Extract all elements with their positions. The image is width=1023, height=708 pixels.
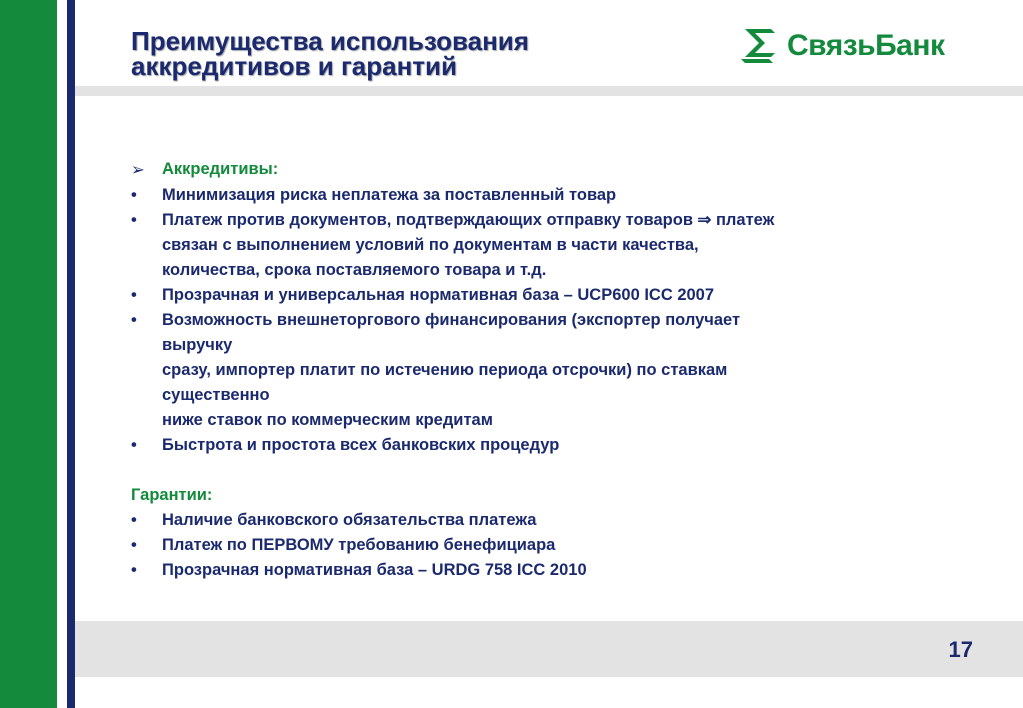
svyazbank-logo-icon xyxy=(741,25,779,67)
list-item-continuation: выручку xyxy=(162,336,233,354)
bullet-icon: • xyxy=(131,286,137,304)
list-item: • Платеж против документов, подтверждающих отправку товаров ⇒ платеж xyxy=(131,208,991,233)
list-item-continuation: ниже ставок по коммерческим кредитам xyxy=(162,411,493,429)
left-navy-stripe xyxy=(67,0,75,708)
list-item: • Возможность внешнеторгового финансирования (экспортер получает xyxy=(131,308,991,333)
arrow-bullet-icon: ➢ xyxy=(131,160,145,179)
spacer xyxy=(131,458,991,483)
left-green-stripe xyxy=(0,0,57,708)
slide-title-line-2: аккредитивов и гарантий xyxy=(131,51,458,81)
bullet-icon: • xyxy=(131,561,137,579)
left-white-gap xyxy=(57,0,67,708)
slide-title-line-1: Преимущества использования xyxy=(131,26,529,56)
list-item: • Прозрачная нормативная база – URDG 758 ICC 2010 xyxy=(131,558,991,583)
bank-logo xyxy=(741,24,944,68)
list-item-continuation: сразу, импортер платит по истечению периода отсрочки) по ставкам xyxy=(162,361,728,379)
section-heading-letters-of-credit: ➢ Аккредитивы: xyxy=(131,157,991,183)
list-item-continuation: связан с выполнением условий по документам в части качества, xyxy=(162,236,699,254)
slide-title xyxy=(131,26,529,81)
slide-body xyxy=(131,157,991,583)
list-item: • Платеж по ПЕРВОМУ требованию бенефициара xyxy=(131,533,991,558)
footer-band xyxy=(75,621,1023,677)
bullet-icon: • xyxy=(131,511,137,529)
bullet-icon: • xyxy=(131,211,137,229)
bullet-icon: • xyxy=(131,186,137,204)
bullet-icon: • xyxy=(131,311,137,329)
logo-text: СвязьБанк xyxy=(787,29,945,62)
bullet-icon: • xyxy=(131,536,137,554)
header-divider xyxy=(75,86,1023,96)
page-number: 17 xyxy=(948,637,973,662)
list-item: • Быстрота и простота всех банковских процедур xyxy=(131,433,991,458)
list-item: • Прозрачная и универсальная нормативная база – UCP600 ICC 2007 xyxy=(131,283,991,308)
list-item: • Наличие банковского обязательства платежа xyxy=(131,508,991,533)
list-item: • Минимизация риска неплатежа за поставленный товар xyxy=(131,183,991,208)
section-heading-guarantees: Гарантии: xyxy=(131,486,213,504)
bullet-icon: • xyxy=(131,436,137,454)
list-item-continuation: количества, срока поставляемого товара и т.д. xyxy=(162,261,547,279)
list-item-continuation: существенно xyxy=(162,386,270,404)
